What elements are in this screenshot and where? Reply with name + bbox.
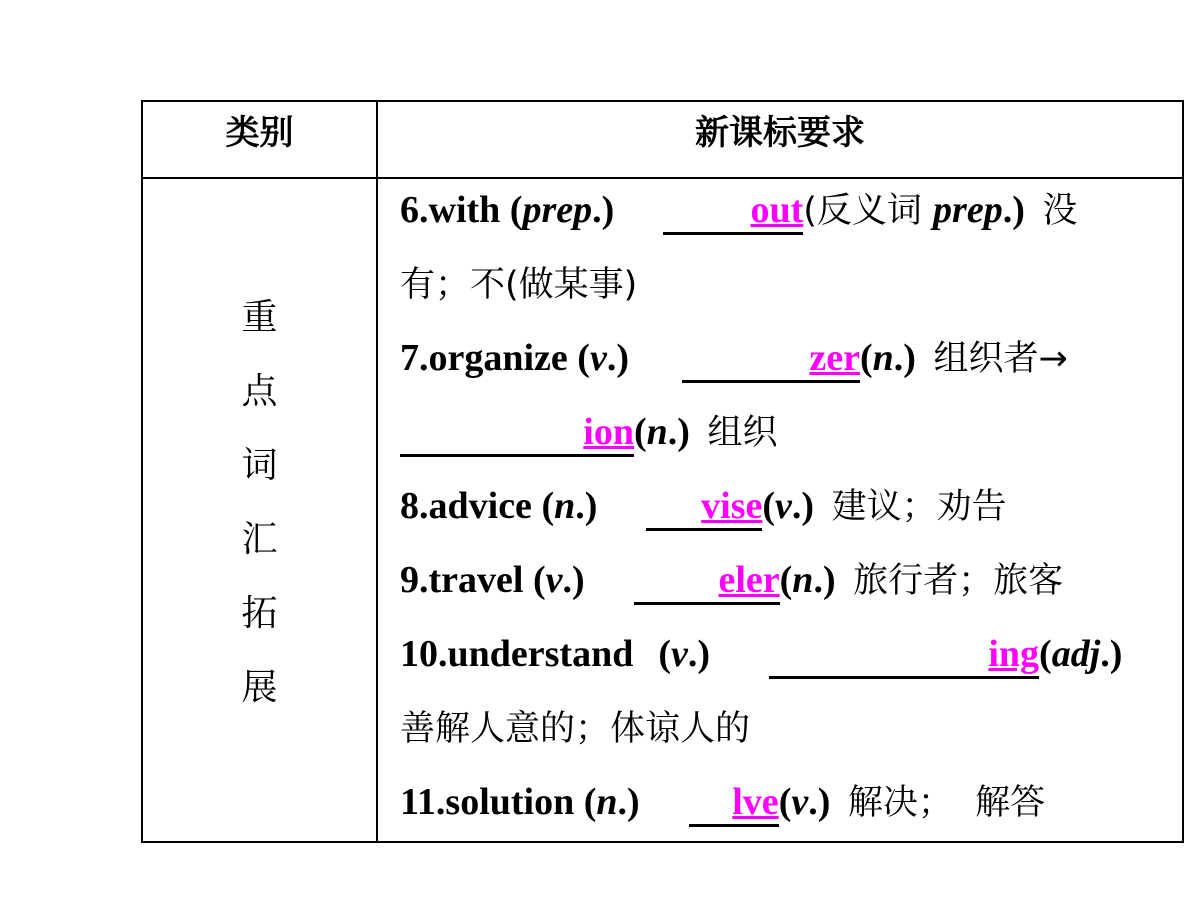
answer-blank[interactable] bbox=[663, 188, 803, 235]
answer-blank[interactable] bbox=[682, 336, 860, 383]
entry-pos: v bbox=[589, 337, 607, 379]
entry-word: 11.solution bbox=[400, 781, 575, 823]
answer-text: vise bbox=[701, 485, 763, 527]
entry-meaning: 没 bbox=[1042, 191, 1078, 231]
list-item: 8.advice (n.) vise(v.) 建议；劝告 bbox=[400, 472, 1170, 546]
answer-blank[interactable] bbox=[646, 484, 762, 531]
answer-blank[interactable] bbox=[769, 632, 1039, 679]
category-char: 点 bbox=[241, 371, 278, 412]
entry-meaning: 组织者→ bbox=[933, 339, 1068, 379]
answer-text: ing bbox=[988, 633, 1040, 675]
header-requirements: 新课标要求 bbox=[695, 113, 865, 153]
list-item: 9.travel (v.) eler(n.) 旅行者；旅客 bbox=[400, 546, 1170, 620]
answer-text: zer bbox=[809, 337, 860, 379]
list-item: ion(n.) 组织 bbox=[400, 398, 1170, 472]
list-item bbox=[400, 694, 1170, 768]
entry-word: 9.travel bbox=[400, 559, 524, 601]
entry-word: 6.with bbox=[400, 189, 501, 231]
header-category: 类别 bbox=[225, 113, 294, 153]
entry-meaning: 建议；劝告 bbox=[831, 487, 1007, 527]
category-char: 重 bbox=[241, 297, 278, 338]
entries-list bbox=[400, 176, 1170, 842]
answer-blank[interactable] bbox=[689, 780, 779, 827]
entry-word: 10.understand bbox=[400, 633, 634, 675]
entry-meaning: 组织 bbox=[707, 413, 778, 453]
category-char: 展 bbox=[241, 667, 278, 708]
entry-meaning: 有；不(做某事) bbox=[400, 265, 638, 305]
category-char: 词 bbox=[241, 445, 278, 486]
entry-word: 8.advice bbox=[400, 485, 532, 527]
entry-meaning: 旅行者；旅客 bbox=[853, 561, 1064, 601]
list-item bbox=[400, 250, 1170, 324]
answer-text: lve bbox=[732, 781, 779, 823]
entry-pos: v bbox=[545, 559, 563, 601]
list-item: 6.with (prep.) out(反义词 prep.) 没 bbox=[400, 176, 1170, 250]
category-char: 拓 bbox=[241, 593, 278, 634]
list-item: 10.understand (v.) ing(adj.) bbox=[400, 620, 1170, 694]
entry-meaning: 善解人意的；体谅人的 bbox=[400, 709, 751, 749]
answer-text: eler bbox=[718, 559, 780, 601]
entry-pos: v bbox=[671, 633, 688, 675]
entry-pos: prep bbox=[522, 189, 593, 231]
category-char: 汇 bbox=[241, 519, 278, 560]
answer-blank[interactable] bbox=[400, 410, 634, 457]
list-item: 11.solution (n.) lve(v.) 解决； 解答 bbox=[400, 768, 1170, 842]
answer-text: out bbox=[750, 189, 804, 231]
list-item: 7.organize (v.) zer(n.) 组织者→ bbox=[400, 324, 1170, 398]
entry-pos: n bbox=[596, 781, 618, 823]
entry-meaning: 解决； 解答 bbox=[847, 783, 1046, 823]
column-divider bbox=[376, 100, 378, 843]
entry-word: 7.organize bbox=[400, 337, 568, 379]
entry-pos: n bbox=[554, 485, 576, 527]
answer-blank[interactable] bbox=[634, 558, 780, 605]
answer-text: ion bbox=[583, 411, 634, 453]
category-cell bbox=[143, 286, 376, 730]
